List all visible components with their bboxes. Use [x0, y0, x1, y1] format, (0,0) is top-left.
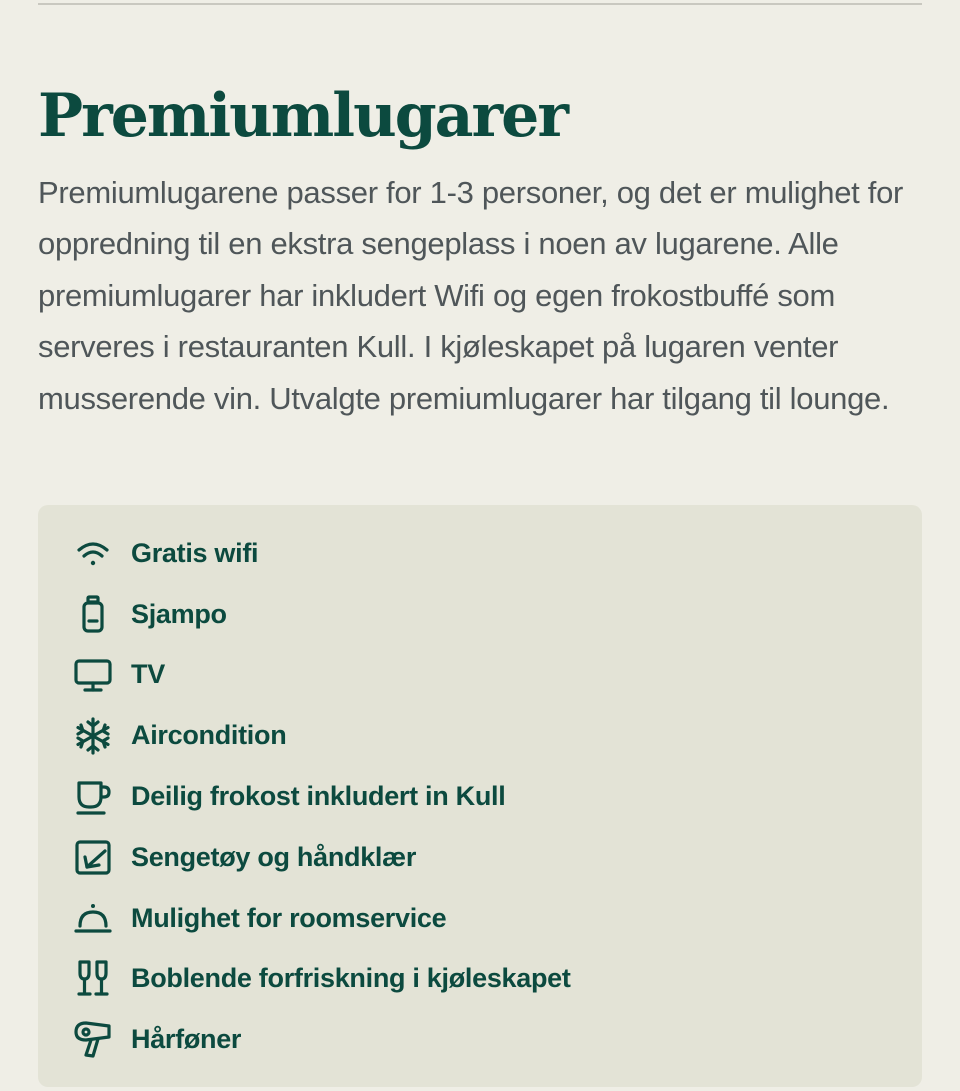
tv-icon: [72, 654, 114, 696]
wifi-icon: [72, 532, 114, 574]
amenities-list: [72, 523, 571, 1070]
amenity-label: Mulighet for roomservice: [131, 902, 447, 933]
amenity-item-linen: [72, 827, 571, 888]
amenity-label: Sengetøy og håndklær: [131, 841, 417, 872]
shampoo-bottle-icon: [72, 593, 114, 635]
coffee-cup-icon: [72, 776, 114, 818]
champagne-glasses-icon: [72, 958, 114, 1000]
amenity-label: Hårføner: [131, 1024, 242, 1055]
amenity-item-tv: [72, 645, 571, 706]
top-divider: [38, 3, 922, 5]
amenity-item-shampoo: [72, 584, 571, 645]
amenity-label: Boblende forfriskning i kjøleskapet: [131, 963, 571, 994]
room-service-bell-icon: [72, 897, 114, 939]
amenity-label: TV: [131, 659, 165, 690]
amenity-item-wifi: [72, 523, 571, 584]
amenity-label: Deilig frokost inkludert in Kull: [131, 781, 506, 812]
amenity-item-roomservice: [72, 888, 571, 949]
amenity-label: Sjampo: [131, 598, 227, 629]
amenity-label: Gratis wifi: [131, 537, 259, 568]
amenity-item-breakfast: [72, 766, 571, 827]
amenities-panel: [38, 505, 922, 1087]
amenity-item-aircondition: [72, 705, 571, 766]
amenity-item-sparkling: [72, 949, 571, 1010]
amenity-label: Aircondition: [131, 720, 287, 751]
towel-icon: [72, 836, 114, 878]
snowflake-icon: [72, 715, 114, 757]
cabin-description: Premiumlugarene passer for 1-3 personer, og det er mulighet for oppredning til en ekstra sengeplass i noen av lugarene. Alle premiumlugarer har inkludert Wifi og egen frokostbuffé som serveres i restauranten Kull. I kjøleskapet på lugaren venter musserende vin. Utvalgte premiumlugarer har tilgang til lounge.: [38, 175, 904, 416]
page-title: Premiumlugarer: [38, 81, 567, 151]
hair-dryer-icon: [72, 1019, 114, 1061]
amenity-item-hairdryer: [72, 1009, 571, 1070]
